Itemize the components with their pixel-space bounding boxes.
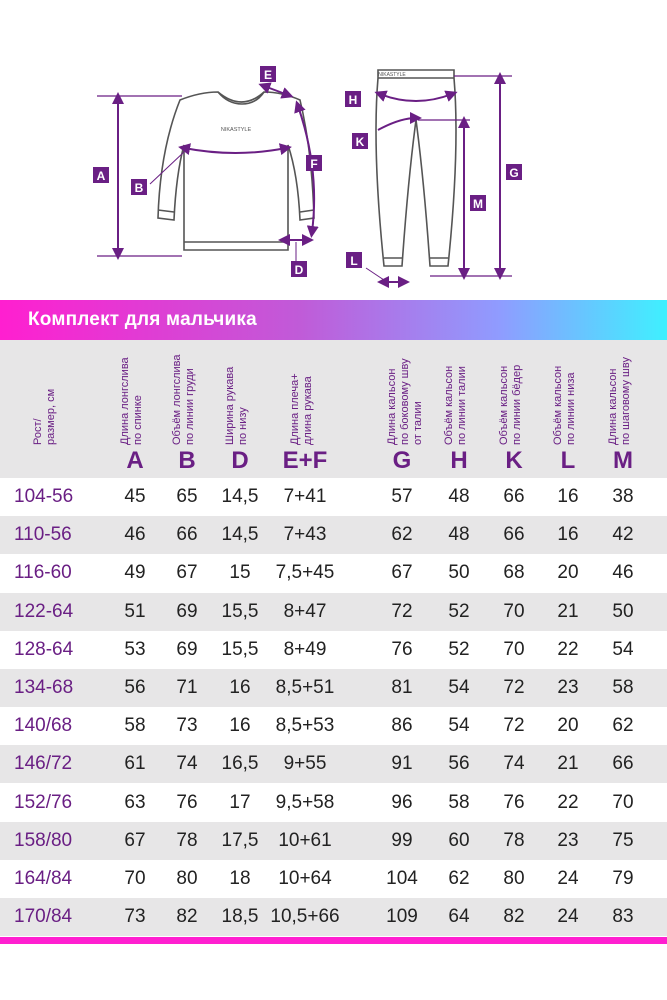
value-cell: 56: [124, 677, 146, 698]
value-cell: 72: [503, 715, 525, 737]
value-cell: 16: [557, 486, 579, 507]
value-cell: 24: [557, 906, 579, 928]
banner-title: Комплект для мальчика: [28, 309, 257, 330]
value-cell: 62: [448, 868, 470, 889]
value-cell: 20: [557, 562, 579, 584]
value-cell: 78: [503, 829, 525, 851]
value-cell: 76: [176, 791, 198, 813]
size-cell: 140/68: [14, 715, 73, 737]
bottom-bar: [0, 937, 667, 944]
column-header-desc: Длина кальсон по боковому шву от талии: [386, 358, 424, 445]
value-cell: 22: [557, 791, 579, 813]
column-header-letter: M: [613, 447, 633, 474]
svg-text:K: K: [355, 135, 365, 149]
value-cell: 70: [503, 600, 525, 622]
size-cell: 110-56: [14, 524, 72, 546]
value-cell: 69: [176, 600, 198, 622]
value-cell: 21: [557, 600, 579, 622]
value-cell: 67: [391, 562, 413, 584]
value-cell: 58: [124, 715, 146, 737]
column-header-desc: Объём кальсон по линии талии: [443, 365, 468, 445]
table-row: [0, 898, 667, 936]
value-cell: 67: [176, 562, 198, 584]
value-cell: 91: [391, 753, 413, 775]
label-m: [470, 195, 486, 211]
svg-text:M: M: [473, 197, 483, 211]
size-cell: 146/72: [14, 753, 73, 775]
pants-drawing: [376, 70, 456, 266]
value-cell: 74: [503, 753, 525, 775]
value-cell: 109: [386, 906, 418, 928]
value-cell: 54: [448, 715, 470, 737]
table-row: [0, 593, 667, 631]
value-cell: 57: [391, 486, 413, 507]
measure-arrow-k: [378, 118, 416, 130]
value-cell: 17: [229, 791, 251, 813]
value-cell: 17,5: [221, 829, 259, 851]
value-cell: 81: [391, 677, 413, 698]
value-cell: 45: [124, 486, 146, 507]
value-cell: 7+43: [283, 524, 327, 546]
value-cell: 46: [124, 524, 146, 546]
value-cell: 50: [448, 562, 470, 584]
size-cell: 158/80: [14, 829, 73, 851]
value-cell: 10+61: [278, 829, 332, 851]
column-header-desc: Длина кальсон по шаговому шву: [607, 357, 632, 445]
value-cell: 15: [229, 562, 251, 584]
measure-arrow-b: [184, 148, 286, 153]
value-cell: 74: [176, 753, 198, 775]
value-cell: 46: [612, 562, 634, 584]
value-cell: 18,5: [221, 906, 259, 928]
title-banner: [0, 300, 667, 340]
label-e: [260, 66, 276, 82]
value-cell: 73: [176, 715, 198, 737]
value-cell: 80: [503, 868, 525, 889]
value-cell: 51: [124, 600, 146, 622]
value-cell: 7,5+45: [275, 562, 335, 584]
value-cell: 66: [176, 524, 198, 546]
label-d: [291, 261, 307, 277]
column-header-letter: A: [126, 447, 144, 474]
label-a: [93, 167, 109, 183]
size-cell: 164/84: [14, 868, 73, 889]
column-header-desc: Объём кальсон по линии бёдер: [498, 364, 523, 445]
column-header-desc: Объём лонгслива по линии груди: [171, 354, 196, 445]
value-cell: 14,5: [221, 486, 259, 507]
column-header-desc: Длина лонгслива по спинке: [119, 357, 144, 445]
label-f: [306, 155, 322, 171]
value-cell: 75: [612, 829, 634, 851]
value-cell: 76: [503, 791, 525, 813]
value-cell: 8+47: [283, 600, 327, 622]
value-cell: 48: [448, 524, 470, 546]
value-cell: 68: [503, 562, 525, 584]
size-column-header: Рост/ размер, см: [32, 388, 57, 445]
value-cell: 63: [124, 791, 146, 813]
svg-text:F: F: [310, 157, 318, 171]
value-cell: 70: [503, 638, 525, 660]
value-cell: 52: [448, 600, 470, 622]
svg-text:L: L: [350, 254, 358, 268]
value-cell: 82: [176, 906, 198, 928]
value-cell: 18: [229, 868, 251, 889]
value-cell: 38: [612, 486, 634, 507]
value-cell: 22: [557, 638, 579, 660]
value-cell: 23: [557, 829, 579, 851]
size-cell: 122-64: [14, 600, 74, 622]
value-cell: 54: [612, 638, 634, 660]
value-cell: 15,5: [221, 638, 259, 660]
size-cell: 170/84: [14, 906, 73, 928]
label-g: [506, 164, 522, 180]
size-cell: 152/76: [14, 791, 73, 813]
brand-print: NIKASTYLE: [220, 127, 252, 133]
table-row: [0, 631, 667, 669]
value-cell: 72: [503, 677, 525, 698]
svg-text:B: B: [134, 181, 144, 195]
value-cell: 67: [124, 829, 146, 851]
value-cell: 23: [557, 677, 579, 698]
value-cell: 66: [612, 753, 634, 775]
leader-l: [366, 268, 384, 280]
column-header-letter: G: [392, 447, 412, 474]
value-cell: 65: [176, 486, 198, 507]
table-row: [0, 860, 667, 898]
label-b: [131, 179, 147, 195]
value-cell: 82: [503, 906, 525, 928]
value-cell: 53: [124, 638, 146, 660]
value-cell: 66: [503, 524, 525, 546]
value-cell: 61: [124, 753, 146, 775]
value-cell: 62: [612, 715, 634, 737]
value-cell: 58: [448, 791, 470, 813]
value-cell: 8,5+51: [275, 677, 335, 698]
value-cell: 66: [503, 486, 525, 507]
label-h: [345, 91, 361, 107]
column-header-letter: L: [560, 447, 576, 474]
value-cell: 52: [448, 638, 470, 660]
value-cell: 76: [391, 638, 413, 660]
value-cell: 48: [448, 486, 470, 507]
table-row: [0, 745, 667, 783]
value-cell: 70: [612, 791, 634, 813]
value-cell: 86: [391, 715, 413, 737]
value-cell: 16: [229, 715, 251, 737]
garment-diagram: [0, 0, 667, 300]
value-cell: 58: [612, 677, 634, 698]
column-header-letter: D: [231, 447, 249, 474]
value-cell: 8,5+53: [275, 715, 335, 737]
table-row: [0, 784, 667, 822]
value-cell: 80: [176, 868, 198, 889]
column-header-desc: Ширина рукава по низу: [224, 366, 249, 445]
svg-text:H: H: [348, 93, 358, 107]
table-row: [0, 669, 667, 707]
svg-text:E: E: [263, 68, 273, 82]
value-cell: 71: [176, 677, 198, 698]
column-header-letter: E+F: [282, 447, 328, 474]
column-header-desc: Объём кальсон по линии низа: [552, 365, 577, 445]
value-cell: 73: [124, 906, 146, 928]
label-l: [346, 252, 362, 268]
column-header-desc: Длина плеча+ длина рукава: [289, 373, 314, 445]
label-k: [352, 133, 368, 149]
value-cell: 24: [557, 868, 579, 889]
value-cell: 7+41: [283, 486, 327, 507]
svg-text:D: D: [294, 263, 304, 277]
table-row: [0, 822, 667, 860]
value-cell: 10,5+66: [270, 906, 340, 928]
svg-text:G: G: [509, 166, 519, 180]
value-cell: 16,5: [221, 753, 259, 775]
table-row: [0, 554, 667, 592]
table-row: [0, 478, 667, 516]
brand-print-pants: NIKASTYLE: [378, 72, 406, 78]
value-cell: 96: [391, 791, 413, 813]
value-cell: 72: [391, 600, 413, 622]
value-cell: 83: [612, 906, 634, 928]
size-cell: 128-64: [14, 638, 74, 660]
value-cell: 104: [386, 868, 418, 889]
value-cell: 99: [391, 829, 413, 851]
value-cell: 8+49: [283, 638, 327, 660]
value-cell: 42: [612, 524, 634, 546]
value-cell: 49: [124, 562, 146, 584]
size-cell: 116-60: [14, 562, 72, 584]
value-cell: 9+55: [283, 753, 327, 775]
value-cell: 15,5: [221, 600, 259, 622]
table-row: [0, 516, 667, 554]
value-cell: 62: [391, 524, 413, 546]
value-cell: 70: [124, 868, 146, 889]
column-header-letter: B: [178, 447, 196, 474]
size-cell: 134-68: [14, 677, 74, 698]
value-cell: 50: [612, 600, 634, 622]
measure-arrow-h: [380, 94, 452, 101]
value-cell: 9,5+58: [275, 791, 335, 813]
value-cell: 78: [176, 829, 198, 851]
svg-text:A: A: [96, 169, 106, 183]
size-cell: 104-56: [14, 486, 74, 507]
longsleeve-drawing: [158, 92, 314, 250]
value-cell: 64: [448, 906, 470, 928]
value-cell: 56: [448, 753, 470, 775]
table-row: [0, 707, 667, 745]
value-cell: 14,5: [221, 524, 259, 546]
value-cell: 54: [448, 677, 470, 698]
value-cell: 16: [557, 524, 579, 546]
value-cell: 16: [229, 677, 251, 698]
value-cell: 10+64: [278, 868, 332, 889]
column-header-letter: H: [450, 447, 468, 474]
value-cell: 69: [176, 638, 198, 660]
column-header-letter: K: [505, 447, 523, 474]
value-cell: 60: [448, 829, 470, 851]
value-cell: 79: [612, 868, 634, 889]
value-cell: 20: [557, 715, 579, 737]
value-cell: 21: [557, 753, 579, 775]
